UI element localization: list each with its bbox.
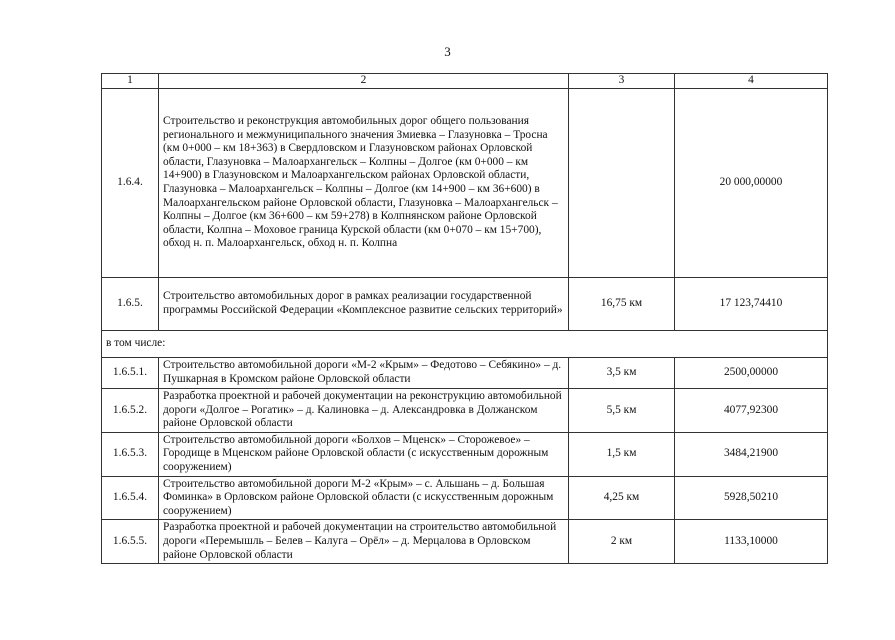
table-row (102, 520, 828, 564)
row-length: 4,25 км (569, 476, 675, 520)
row-length: 16,75 км (569, 278, 675, 331)
row-length: 3,5 км (569, 358, 675, 389)
row-description: Строительство и реконструкция автомобильных дорог общего пользования регионального и межмуниципального значения Змиевка – Глазуновка – Тросна (км 0+000 – км 18+363) в Свердловском и Глазуновском районах Орловской области, Глазуновка – Малоархангельск – Колпны – Долгое (км 0+000 – км 14+900) в Глазуновском и Малоархангельском районах Орловской области, Глазуновка – Малоархангельск – Колпны – Долгое (км 14+900 – км 36+600) в Малоархангельском районе Орловской области, Глазуновка – Малоархангельск – Колпны – Долгое (км 36+600 – км 59+278) в Колпнянском районе Орловской области, Колпна – Моховое граница Курской области (км 0+070 – км 15+700), обход н. п. Малоархангельск, обход н. п. Колпна (159, 89, 569, 278)
row-amount: 2500,00000 (675, 358, 828, 389)
row-code: 1.6.5.2. (102, 389, 159, 433)
header-cell-3: 3 (569, 74, 675, 89)
row-code: 1.6.5. (102, 278, 159, 331)
subheading-text: в том числе: (102, 331, 828, 358)
header-cell-4: 4 (675, 74, 828, 89)
row-code: 1.6.5.4. (102, 476, 159, 520)
row-amount: 20 000,00000 (675, 89, 828, 278)
row-description: Разработка проектной и рабочей документации на реконструкцию автомобильной дороги «Долгое – Рогатик» – д. Калиновка – д. Александровка в Должанском районе Орловской области (159, 389, 569, 433)
header-cell-1: 1 (102, 74, 159, 89)
table-header-row (102, 74, 828, 89)
row-code: 1.6.5.1. (102, 358, 159, 389)
row-amount: 17 123,74410 (675, 278, 828, 331)
table-row (102, 278, 828, 331)
row-length: 2 км (569, 520, 675, 564)
row-amount: 5928,50210 (675, 476, 828, 520)
header-cell-2: 2 (159, 74, 569, 89)
row-description: Строительство автомобильной дороги «Болхов – Мценск» – Сторожевое» – Городище в Мценском районе Орловской области (с искусственным дорожным сооружением) (159, 432, 569, 476)
table-row (102, 89, 828, 278)
row-description: Строительство автомобильных дорог в рамках реализации государственной программы Российской Федерации «Комплексное развитие сельских территорий» (159, 278, 569, 331)
row-amount: 4077,92300 (675, 389, 828, 433)
table-row (102, 432, 828, 476)
row-code: 1.6.5.5. (102, 520, 159, 564)
row-amount: 3484,21900 (675, 432, 828, 476)
road-construction-table (101, 73, 828, 564)
row-code: 1.6.5.3. (102, 432, 159, 476)
row-length: 1,5 км (569, 432, 675, 476)
row-code: 1.6.4. (102, 89, 159, 278)
row-length: 5,5 км (569, 389, 675, 433)
row-description: Разработка проектной и рабочей документации на строительство автомобильной дороги «Перемышль – Белев – Калуга – Орёл» – д. Мерцалова в Орловском районе Орловской области (159, 520, 569, 564)
page-number: 3 (444, 44, 451, 59)
table-row (102, 389, 828, 433)
row-description: Строительство автомобильной дороги М-2 «Крым» – с. Альшань – д. Большая Фоминка» в Орловском районе Орловской области (с искусственным дорожным сооружением) (159, 476, 569, 520)
table-row (102, 358, 828, 389)
table-row (102, 476, 828, 520)
row-description: Строительство автомобильной дороги «М-2 «Крым» – Федотово – Себякино» – д. Пушкарная в Кромском районе Орловской области (159, 358, 569, 389)
table-subheading-row (102, 331, 828, 358)
row-amount: 1133,10000 (675, 520, 828, 564)
row-length (569, 89, 675, 278)
